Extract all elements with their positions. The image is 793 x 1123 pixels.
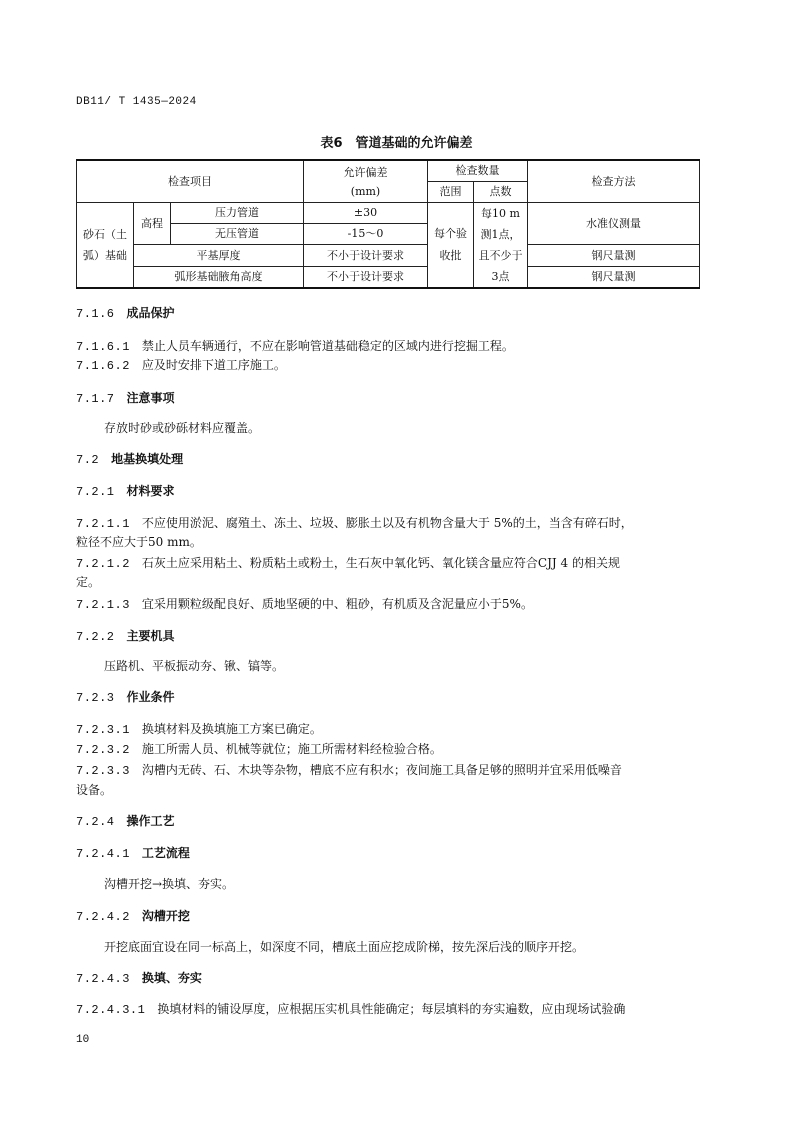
document-code: DB11/ T 1435—2024 (76, 96, 197, 108)
section-title: 换填、夯实 (141, 971, 202, 985)
clause-7-2-3-1 (76, 721, 322, 738)
clause-7-2-3-3-cont: 设备。 (76, 783, 113, 797)
header-item: 检查项目 (77, 160, 304, 203)
clause-text: 应及时安排下道工序施工。 (141, 358, 286, 372)
clause-text: 石灰土应采用粘土、粉质粘土或粉土，生石灰中氧化钙、氧化镁含量应符合CJJ 4 的相关规 (141, 556, 620, 570)
section-7-1-7 (76, 390, 175, 407)
section-number: 7.1.7 (76, 392, 115, 406)
section-7-2-2 (76, 628, 175, 645)
clause-text: 沟槽内无砖、石、木块等杂物，槽底不应有积水；夜间施工具备足够的照明并宜采用低噪音 (141, 763, 622, 777)
row-pressure-label: 压力管道 (171, 203, 304, 224)
section-title: 注意事项 (126, 391, 175, 405)
clause-text: 禁止人员车辆通行，不应在影响管道基础稳定的区域内进行挖掘工程。 (141, 339, 514, 353)
clause-text: 宜采用颗粒级配良好、质地坚硬的中、粗砂，有机质及含泥量应小于5%。 (141, 597, 533, 611)
method-ruler-1: 钢尺量测 (528, 245, 700, 266)
header-method: 检查方法 (528, 160, 700, 203)
paragraph-7-1-7: 存放时砂或砂砾材料应覆盖。 (104, 421, 261, 435)
section-title: 成品保护 (126, 306, 175, 320)
clause-number: 7.2.3.3 (76, 764, 130, 778)
clause-number: 7.1.6.2 (76, 359, 130, 373)
clause-number: 7.2.4.3.1 (76, 1003, 146, 1017)
clause-7-1-6-2 (76, 357, 286, 374)
section-7-2-4-2 (76, 908, 190, 925)
section-number: 7.2.4.2 (76, 910, 130, 924)
section-number: 7.2.3 (76, 691, 115, 705)
clause-number: 7.2.3.1 (76, 723, 130, 737)
clause-7-2-1-1 (76, 515, 633, 532)
section-number: 7.2 (76, 453, 100, 467)
clause-number: 7.2.1.3 (76, 598, 130, 612)
clause-text: 施工所需人员、机械等就位；施工所需材料经检验合格。 (141, 742, 442, 756)
section-title: 工艺流程 (141, 846, 190, 860)
section-7-2 (76, 451, 183, 468)
section-title: 沟槽开挖 (141, 909, 190, 923)
row-pressure-tolerance: ±30 (304, 203, 428, 224)
section-7-2-4-3 (76, 970, 202, 987)
clause-7-1-6-1 (76, 338, 514, 355)
row-flat-tolerance: 不小于设计要求 (304, 245, 428, 266)
group-label: 砂石（土弧）基础 (77, 203, 134, 289)
clause-7-2-1-2 (76, 555, 620, 572)
page-number: 10 (76, 1034, 90, 1046)
paragraph-7-2-4-1: 沟槽开挖→换填、夯实。 (104, 877, 235, 891)
section-title: 地基换填处理 (111, 452, 184, 466)
section-title: 材料要求 (126, 484, 175, 498)
clause-7-2-1-1-cont: 粒径不应大于50 mm。 (76, 535, 202, 549)
section-title: 作业条件 (126, 690, 175, 704)
clause-7-2-1-3 (76, 596, 533, 613)
header-tolerance-unit: (mm) (350, 184, 381, 198)
section-title: 操作工艺 (126, 814, 175, 828)
clause-number: 7.2.3.2 (76, 743, 130, 757)
paragraph-7-2-4-2: 开挖底面宜设在同一标高上，如深度不同，槽底土面应挖成阶梯，按先深后浅的顺序开挖。 (104, 940, 585, 954)
table-caption: 表6 管道基础的允许偏差 (320, 136, 473, 151)
section-title: 主要机具 (126, 629, 175, 643)
header-tolerance (304, 160, 428, 203)
section-number: 7.2.1 (76, 485, 115, 499)
clause-text: 不应使用淤泥、腐殖土、冻土、垃圾、膨胀土以及有机物含量大于 5%的土，当含有碎石时， (141, 516, 633, 530)
section-7-2-3 (76, 689, 175, 706)
section-7-1-6 (76, 305, 175, 322)
points-value: 每10 m测1点，且不少于3点 (474, 203, 528, 289)
section-7-2-4-1 (76, 845, 190, 862)
clause-7-2-3-3 (76, 762, 622, 779)
section-7-2-1 (76, 483, 175, 500)
row-flat-label: 平基厚度 (134, 245, 304, 266)
row-arc-tolerance: 不小于设计要求 (304, 266, 428, 288)
method-level: 水准仪测量 (528, 203, 700, 245)
clause-7-2-3-2 (76, 741, 442, 758)
section-7-2-4 (76, 813, 175, 830)
clause-text: 换填材料的铺设厚度，应根据压实机具性能确定；每层填料的夯实遍数，应由现场试验确 (157, 1002, 626, 1016)
header-tolerance-label: 允许偏差 (343, 165, 388, 179)
section-number: 7.1.6 (76, 307, 115, 321)
header-quantity: 检查数量 (428, 160, 528, 182)
clause-number: 7.2.1.2 (76, 557, 130, 571)
row-nopressure-label: 无压管道 (171, 224, 304, 245)
range-value: 每个验收批 (428, 203, 474, 289)
clause-7-2-1-2-cont: 定。 (76, 575, 101, 589)
section-number: 7.2.4.1 (76, 847, 130, 861)
elevation-label: 高程 (134, 203, 171, 245)
clause-number: 7.2.1.1 (76, 517, 130, 531)
deviation-table (76, 159, 700, 289)
section-number: 7.2.2 (76, 630, 115, 644)
clause-number: 7.1.6.1 (76, 340, 130, 354)
clause-7-2-4-3-1 (76, 1001, 625, 1018)
header-range: 范围 (428, 182, 474, 203)
header-points: 点数 (474, 182, 528, 203)
row-nopressure-tolerance: -15～0 (304, 224, 428, 245)
section-number: 7.2.4 (76, 815, 115, 829)
row-arc-label: 弧形基础腋角高度 (134, 266, 304, 288)
section-number: 7.2.4.3 (76, 972, 130, 986)
paragraph-7-2-2: 压路机、平板振动夯、锹、镐等。 (104, 659, 285, 673)
clause-text: 换填材料及换填施工方案已确定。 (141, 722, 322, 736)
method-ruler-2: 钢尺量测 (528, 266, 700, 288)
